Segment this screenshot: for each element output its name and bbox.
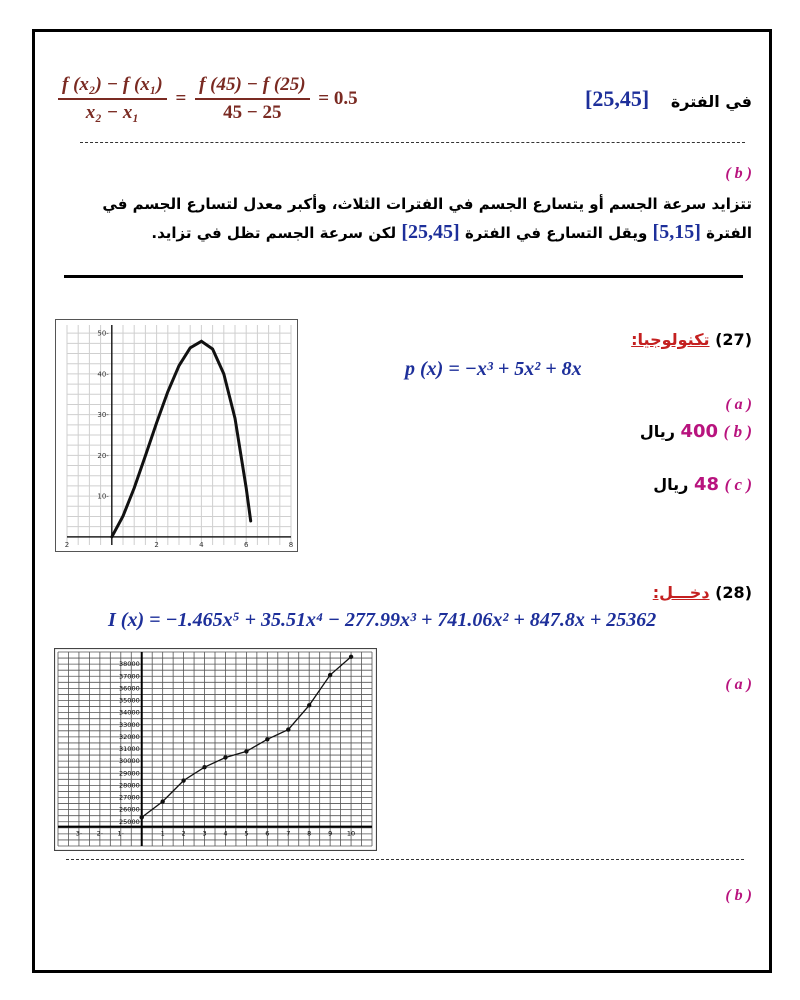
q28-data-point bbox=[265, 737, 269, 741]
line2-text-a: الفترة bbox=[706, 224, 752, 242]
q27-x-tick-label: 2 bbox=[64, 540, 70, 549]
q28-y-tick-label: 27000 bbox=[119, 793, 140, 802]
interval-top: [25,45] bbox=[585, 86, 650, 111]
q28-y-tick-label: 32000 bbox=[119, 732, 140, 741]
q28-x-tick-label: 10 bbox=[346, 829, 356, 838]
q27-equation: p (x) = −x³ + 5x² + 8x bbox=[405, 358, 582, 380]
formula-rhs bbox=[195, 74, 309, 124]
q28-data-point bbox=[202, 765, 206, 769]
q28-y-tick-label: 34000 bbox=[119, 708, 140, 717]
q28-part-b-label: ( b ) bbox=[725, 887, 752, 904]
q28-y-tick-label: 30000 bbox=[119, 757, 140, 766]
q28-part-a-label: ( a ) bbox=[725, 676, 752, 693]
q28-part-b bbox=[725, 887, 752, 905]
q28-data-point bbox=[181, 778, 185, 782]
q28-y-tick-label: 26000 bbox=[119, 805, 140, 814]
q28-number: (28) bbox=[715, 583, 752, 602]
q28-y-tick-label: 36000 bbox=[119, 684, 140, 693]
q27-header bbox=[631, 330, 752, 349]
q28-data-point bbox=[223, 755, 227, 759]
q27-y-tick-label: 40- bbox=[97, 370, 109, 379]
q28-part-a bbox=[725, 676, 752, 694]
q27-y-tick-label: 10- bbox=[97, 492, 109, 501]
divider-dashed-2 bbox=[66, 859, 744, 860]
formula-lhs bbox=[58, 74, 167, 124]
formula-result: = 0.5 bbox=[318, 88, 358, 109]
q28-data-point bbox=[307, 703, 311, 707]
q27-part-b-unit: ريال bbox=[639, 422, 675, 441]
q27-x-tick-label: 8 bbox=[288, 540, 294, 549]
q28-y-tick-label: 37000 bbox=[119, 672, 140, 681]
q28-y-tick-label: 33000 bbox=[119, 720, 140, 729]
q28-data-point bbox=[244, 749, 248, 753]
q28-x-tick-label: 2 bbox=[181, 829, 186, 838]
q27-title: تكنولوجيا: bbox=[631, 330, 710, 349]
formula-equals: = bbox=[175, 88, 187, 109]
q28-x-tick-label: 8 bbox=[307, 829, 312, 838]
q27-part-a bbox=[725, 396, 752, 414]
q27-y-tick-label: 50- bbox=[97, 329, 109, 338]
q27-part-c-label: ( c ) bbox=[724, 475, 752, 494]
q27-number: (27) bbox=[715, 330, 752, 349]
q27-part-c-value: 48 bbox=[693, 474, 720, 495]
q28-x-tick-label: 3- bbox=[75, 829, 83, 838]
q28-x-tick-label: 7 bbox=[286, 829, 291, 838]
q28-y-tick-label: 29000 bbox=[119, 769, 140, 778]
q28-y-tick-label: 31000 bbox=[119, 745, 140, 753]
q28-y-tick-label: 38000 bbox=[119, 660, 140, 669]
q27-part-c-unit: ريال bbox=[653, 475, 689, 494]
q28-data-point bbox=[160, 799, 164, 803]
interval-label: في الفترة bbox=[670, 92, 752, 111]
formula-rhs-numerator: f (45) − f (25) bbox=[195, 74, 309, 100]
q27-part-b bbox=[640, 421, 752, 442]
part-b-top-text bbox=[92, 190, 752, 247]
q27-part-b-value: 400 bbox=[680, 421, 719, 442]
q28-x-tick-label: 1- bbox=[117, 829, 125, 838]
line2-text-c: لكن سرعة الجسم تظل في تزايد. bbox=[151, 224, 397, 242]
q28-equation: I (x) = −1.465x⁵ + 35.51x⁴ − 277.99x³ + 741.06x² + 847.8x + 25362 bbox=[108, 609, 657, 631]
q28-x-tick-label: 9 bbox=[328, 829, 333, 838]
q27-part-b-label: ( b ) bbox=[723, 422, 752, 441]
q28-x-tick-label: 6 bbox=[265, 829, 270, 838]
line2-interval2: [25,45] bbox=[401, 221, 460, 243]
q27-y-tick-label: 30- bbox=[97, 411, 109, 420]
q28-y-tick-label: 28000 bbox=[119, 781, 140, 790]
formula-lhs-numerator: f (x₂) − f (x₁) bbox=[58, 74, 167, 100]
q28-data-point bbox=[328, 673, 332, 677]
q28-title: دخـــل: bbox=[652, 583, 710, 602]
q27-y-tick-label: 20- bbox=[97, 451, 109, 460]
part-b-top-label bbox=[725, 165, 752, 183]
q28-x-tick-label: 1 bbox=[160, 829, 165, 838]
q28-data-point bbox=[140, 815, 144, 819]
formula-lhs-denominator: x₂ − x₁ bbox=[85, 102, 139, 123]
divider-dashed-1 bbox=[80, 142, 745, 143]
q28-x-tick-label: 2- bbox=[96, 829, 104, 838]
formula-rhs-denominator: 45 − 25 bbox=[223, 102, 282, 123]
q27-part-c bbox=[653, 474, 752, 495]
part-b-line1: تتزايد سرعة الجسم أو يتسارع الجسم في الفترات الثلاث، وأكبر معدل لتسارع الجسم في bbox=[102, 195, 752, 213]
q28-y-tick-label: 25000 bbox=[119, 817, 140, 826]
q28-x-tick-label: 3 bbox=[202, 829, 207, 838]
line2-interval1: [5,15] bbox=[652, 221, 701, 243]
q28-data-point bbox=[286, 727, 290, 731]
average-rate-formula bbox=[58, 74, 358, 124]
q27-x-tick-label: 6 bbox=[243, 540, 249, 549]
q27-graph bbox=[55, 319, 298, 552]
part-b-top-letter: ( b ) bbox=[725, 165, 752, 182]
q28-x-tick-label: 4 bbox=[223, 829, 228, 838]
q27-x-tick-label: 2 bbox=[154, 540, 159, 549]
part-b-line2 bbox=[92, 218, 752, 247]
q28-header bbox=[653, 583, 752, 602]
q28-graph bbox=[54, 648, 377, 851]
q27-part-a-label: ( a ) bbox=[725, 396, 752, 413]
section-separator bbox=[64, 275, 743, 278]
q28-y-tick-label: 35000 bbox=[119, 696, 140, 705]
q28-x-tick-label: 5 bbox=[244, 829, 249, 838]
line2-text-b: ويقل التسارع في الفترة bbox=[464, 224, 648, 242]
q28-data-point bbox=[349, 655, 353, 659]
q27-x-tick-label: 4 bbox=[199, 540, 204, 549]
